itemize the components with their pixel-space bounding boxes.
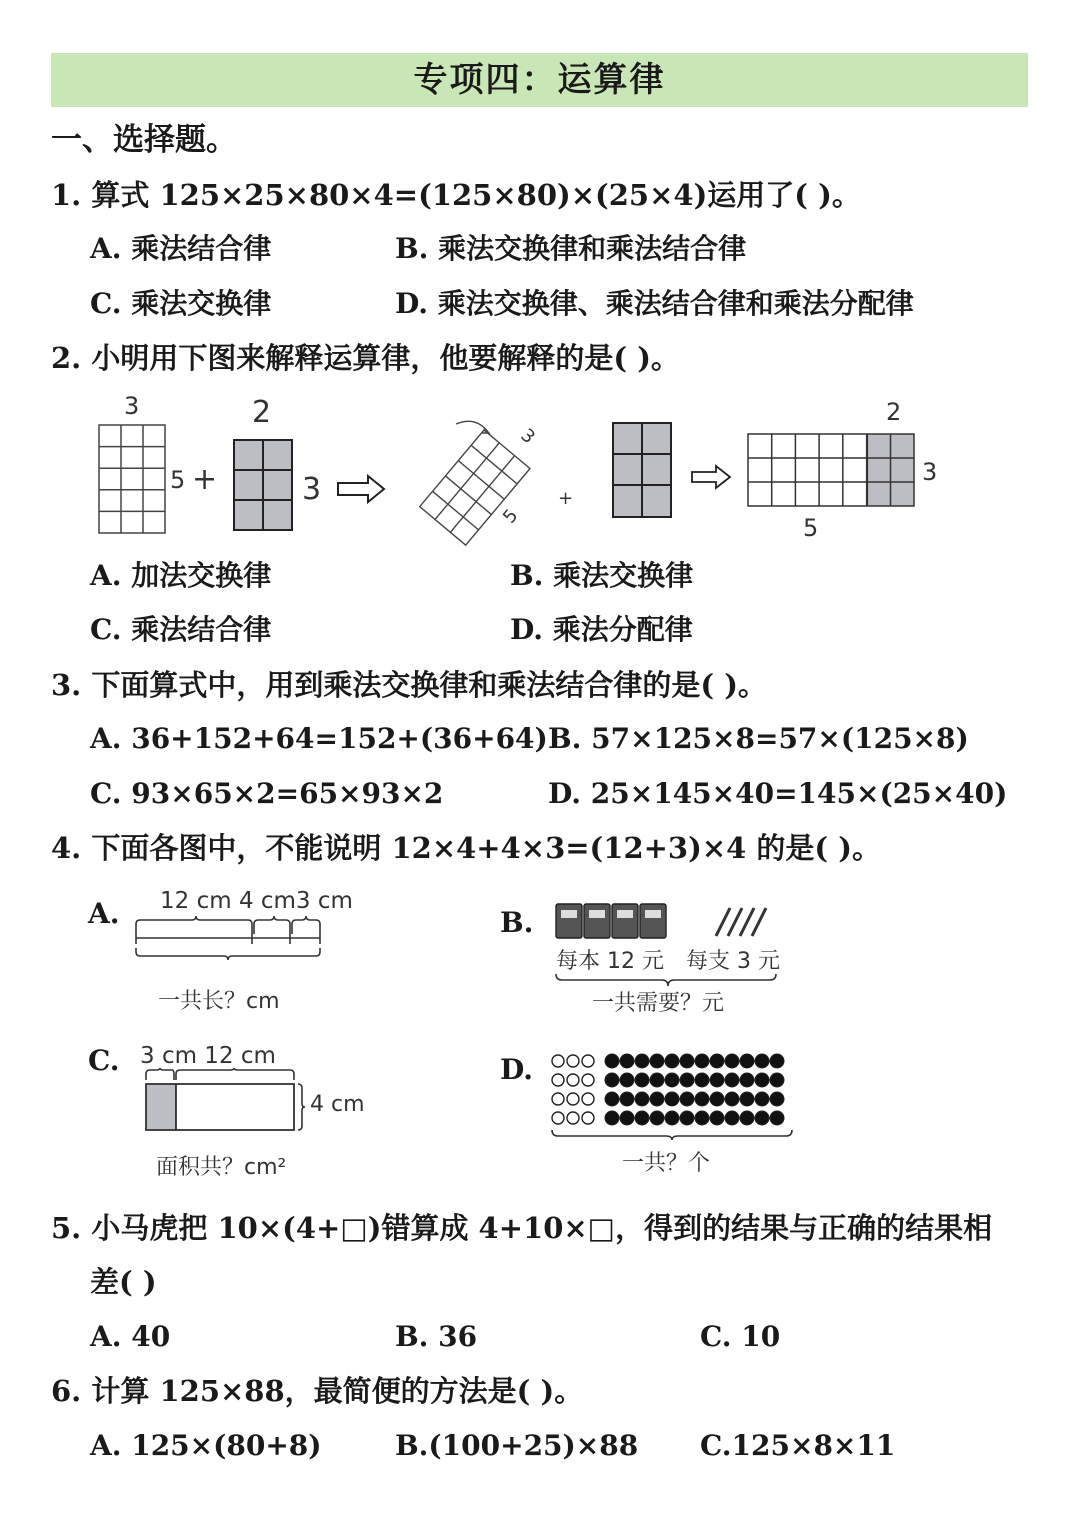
section-heading: 一、选择题。 <box>51 122 237 158</box>
q2-option-b[interactable]: B. 乘法交换律 <box>510 559 694 592</box>
q3-stem: 3. 下面算式中，用到乘法交换律和乘法结合律的是( )。 <box>51 668 767 702</box>
q2-option-c[interactable]: C. 乘法结合律 <box>90 613 272 646</box>
q1-stem: 1. 算式 125×25×80×4=(125×80)×(25×4)运用了( )。 <box>51 178 861 212</box>
q4-c-top-labels: 3 cm 12 cm <box>140 1043 276 1069</box>
filled-dot <box>770 1073 784 1087</box>
filled-dot <box>770 1054 784 1068</box>
dots-brace <box>552 1130 792 1140</box>
hollow-dot <box>567 1074 579 1086</box>
filled-dot <box>725 1073 739 1087</box>
hollow-dot <box>582 1112 594 1124</box>
q4-a-top-labels: 12 cm 4 cm3 cm <box>160 888 353 914</box>
filled-dot <box>650 1092 664 1106</box>
q4-a-braces <box>134 916 324 972</box>
filled-dot <box>755 1111 769 1125</box>
q2-grid2-top-label: 2 <box>252 395 272 430</box>
q1-option-b[interactable]: B. 乘法交换律和乘法结合律 <box>395 232 747 265</box>
q6-option-a[interactable]: A. 125×(80+8) <box>90 1429 322 1462</box>
filled-dot <box>635 1092 649 1106</box>
q4-d-bottom-label: 一共？个 <box>622 1151 711 1176</box>
q2-grid1-side-label: 5 <box>170 466 186 494</box>
hollow-dot <box>582 1074 594 1086</box>
filled-dot <box>770 1111 784 1125</box>
q1-option-c[interactable]: C. 乘法交换律 <box>90 287 272 320</box>
filled-dot <box>635 1073 649 1087</box>
filled-dot <box>650 1111 664 1125</box>
filled-dot <box>665 1073 679 1087</box>
q4-option-b-label[interactable]: B. <box>500 906 534 939</box>
filled-dot <box>710 1054 724 1068</box>
q6-option-c[interactable]: C.125×8×11 <box>700 1429 896 1462</box>
filled-dot <box>665 1111 679 1125</box>
filled-dot <box>605 1111 619 1125</box>
q2-option-d[interactable]: D. 乘法分配律 <box>510 613 693 646</box>
q2-grid2-side-label: 3 <box>302 472 322 507</box>
q5-option-a[interactable]: A. 40 <box>90 1320 171 1353</box>
q4-c-side-label: 4 cm <box>310 1092 365 1117</box>
q2-rotated-label-b: 5 <box>499 505 523 528</box>
q2-grid-2x3-shaded-2 <box>613 423 673 519</box>
q6-stem: 6. 计算 125×88，最简便的方法是( )。 <box>51 1374 584 1408</box>
q4-b-notebook-price: 每本 12 元 <box>556 949 664 974</box>
q2-plus-sign-1: + <box>192 462 218 497</box>
q3-option-d[interactable]: D. 25×145×40=145×(25×40) <box>548 777 1008 810</box>
filled-dot <box>755 1092 769 1106</box>
filled-dot <box>680 1092 694 1106</box>
hollow-dot <box>582 1093 594 1105</box>
q1-option-a[interactable]: A. 乘法结合律 <box>90 232 272 265</box>
filled-dot <box>725 1111 739 1125</box>
filled-dot <box>665 1054 679 1068</box>
hollow-dot <box>552 1055 564 1067</box>
filled-dot <box>695 1092 709 1106</box>
filled-dot <box>740 1111 754 1125</box>
filled-dot <box>710 1092 724 1106</box>
filled-dot <box>740 1092 754 1106</box>
filled-dot <box>620 1073 634 1087</box>
filled-dot <box>605 1073 619 1087</box>
pen-icons <box>716 908 766 936</box>
q4-a-bottom-label: 一共长？cm <box>158 989 280 1014</box>
q1-option-d[interactable]: D. 乘法交换律、乘法结合律和乘法分配律 <box>395 287 914 320</box>
q4-c-rectangle <box>144 1068 304 1140</box>
filled-dot <box>665 1092 679 1106</box>
q2-grid-2x3-shaded <box>234 440 294 532</box>
filled-dot <box>620 1054 634 1068</box>
filled-dot <box>650 1073 664 1087</box>
q3-option-a[interactable]: A. 36+152+64=152+(36+64) <box>90 722 548 755</box>
q4-b-bottom-label: 一共需要？元 <box>592 991 725 1016</box>
filled-dot <box>620 1111 634 1125</box>
q2-stem: 2. 小明用下图来解释运算律，他要解释的是( )。 <box>51 341 680 375</box>
filled-dot <box>695 1073 709 1087</box>
q2-arrow-1 <box>338 476 386 502</box>
filled-dot <box>770 1092 784 1106</box>
q2-grid1-top-label: 3 <box>124 392 140 420</box>
filled-dot <box>740 1054 754 1068</box>
q4-stem: 4. 下面各图中，不能说明 12×4+4×3=(12+3)×4 的是( )。 <box>51 831 881 865</box>
q5-option-b[interactable]: B. 36 <box>395 1320 478 1353</box>
q4-option-a-label[interactable]: A. <box>88 897 120 930</box>
hollow-dot <box>552 1112 564 1124</box>
filled-dot <box>725 1054 739 1068</box>
q3-option-b[interactable]: B. 57×125×8=57×(125×8) <box>548 722 969 755</box>
filled-dot <box>635 1054 649 1068</box>
filled-dot <box>620 1092 634 1106</box>
q2-grid-3x5 <box>99 425 169 535</box>
q4-d-dot-array <box>550 1052 795 1140</box>
filled-dot <box>635 1111 649 1125</box>
q4-c-bottom-label: 面积共？cm² <box>156 1155 287 1180</box>
filled-dot <box>680 1111 694 1125</box>
filled-dot <box>710 1073 724 1087</box>
filled-dot <box>755 1073 769 1087</box>
filled-dot <box>725 1092 739 1106</box>
q5-stem-line1: 5. 小马虎把 10×(4+□)错算成 4+10×□，得到的结果与正确的结果相 <box>51 1211 993 1245</box>
q2-arrow-2 <box>692 466 732 488</box>
filled-dot <box>755 1054 769 1068</box>
q2-combined-grid <box>748 434 918 510</box>
q4-option-d-label[interactable]: D. <box>500 1053 534 1086</box>
filled-dot <box>650 1054 664 1068</box>
filled-dot <box>605 1092 619 1106</box>
q2-plus-sign-2: + <box>558 488 574 509</box>
q2-grid4-bottom-label: 5 <box>803 514 819 542</box>
hollow-dot <box>567 1093 579 1105</box>
hollow-dot <box>582 1055 594 1067</box>
q2-figure <box>0 390 1080 550</box>
q2-grid4-side-label: 3 <box>922 458 938 486</box>
hollow-dot <box>552 1093 564 1105</box>
hollow-dot <box>552 1074 564 1086</box>
filled-dot <box>680 1054 694 1068</box>
q2-option-a[interactable]: A. 加法交换律 <box>90 559 272 592</box>
page-title: 专项四：运算律 <box>413 60 666 100</box>
q3-option-c[interactable]: C. 93×65×2=65×93×2 <box>90 777 444 810</box>
q2-grid4-top-label: 2 <box>886 398 902 426</box>
hollow-dot <box>567 1055 579 1067</box>
q2-rotated-label-a: 3 <box>516 424 539 449</box>
q4-b-pen-price: 每支 3 元 <box>686 949 780 974</box>
filled-dot <box>680 1073 694 1087</box>
filled-dot <box>605 1054 619 1068</box>
filled-dot <box>695 1111 709 1125</box>
filled-dot <box>695 1054 709 1068</box>
filled-dot <box>710 1111 724 1125</box>
hollow-dot <box>567 1112 579 1124</box>
q4-option-c-label[interactable]: C. <box>88 1044 120 1077</box>
q6-option-b[interactable]: B.(100+25)×88 <box>395 1429 639 1462</box>
q5-option-c[interactable]: C. 10 <box>700 1320 781 1353</box>
q5-stem-line2: 差( ) <box>90 1265 157 1299</box>
title-bar <box>51 53 1028 107</box>
filled-dot <box>740 1073 754 1087</box>
notebook-icons <box>556 904 666 938</box>
